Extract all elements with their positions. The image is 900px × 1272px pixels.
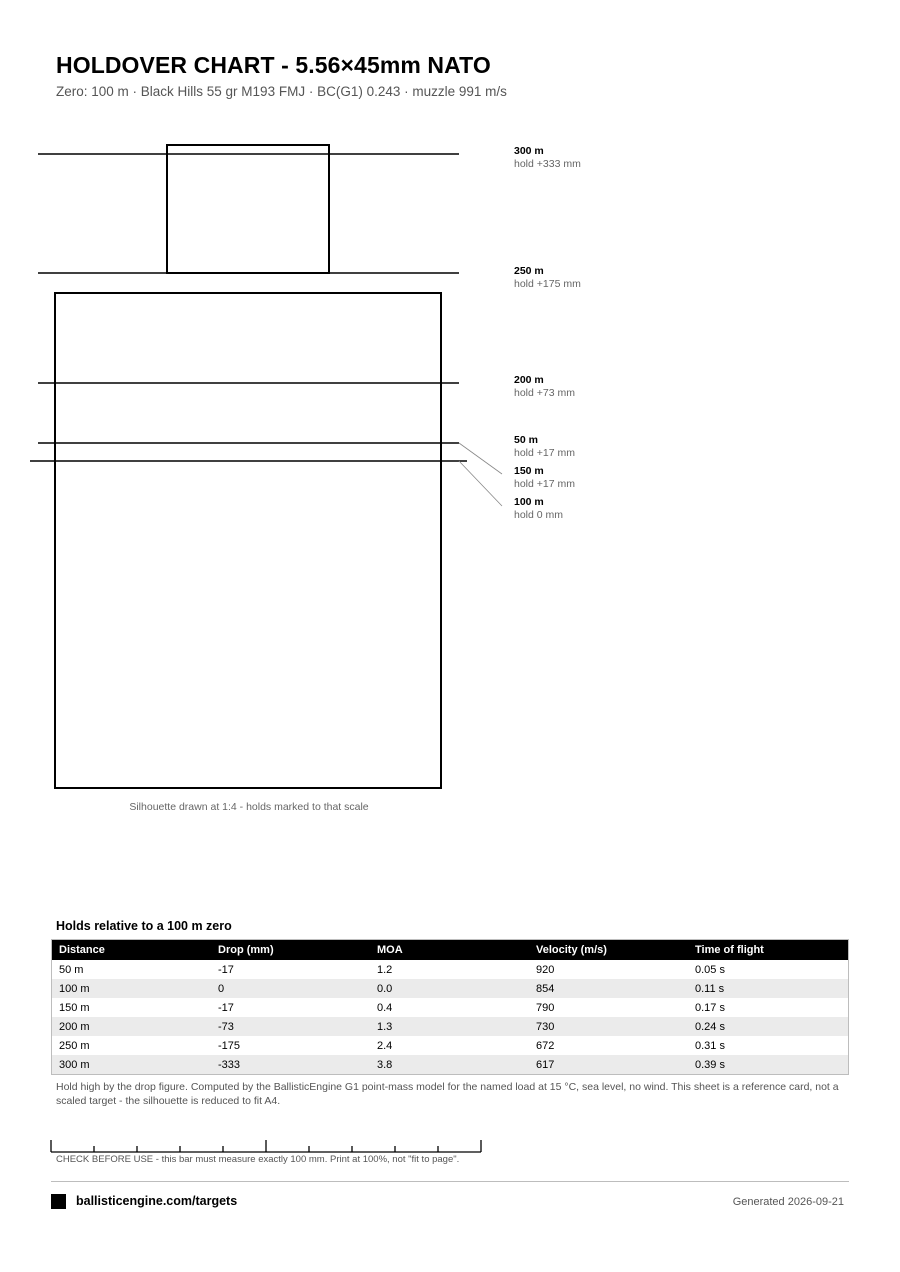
table-row	[52, 1036, 849, 1055]
hold-label-300m: 300 m hold +333 mm	[514, 145, 581, 170]
table-cell: 0.0	[370, 979, 529, 998]
footer-link[interactable]: ballisticengine.com/targets	[76, 1194, 238, 1208]
table-cell: -333	[211, 1055, 370, 1075]
table-cell: 730	[529, 1017, 688, 1036]
table-cell: 0.39 s	[688, 1055, 849, 1075]
page-title: HOLDOVER CHART - 5.56×45mm NATO	[56, 52, 491, 78]
table-cell: 1.2	[377, 963, 393, 976]
table-cell: 0.31 s	[695, 1039, 725, 1052]
table-cell: 0.05 s	[695, 963, 725, 976]
table-cell: 920	[536, 963, 555, 976]
table-cell: 100 m	[52, 979, 212, 998]
table-cell: -17	[218, 1001, 234, 1014]
table-row	[52, 1017, 849, 1036]
hold-label-100m: 100 m hold 0 mm	[514, 496, 564, 521]
table-cell: -175	[218, 1039, 241, 1052]
column-header: MOA	[370, 940, 529, 961]
explanatory-note: Hold high by the drop figure. Computed by the BallisticEngine G1 point-mass model for the named load at 15 °C, sea level, no wind. This sheet is a reference card, not a scaled target - the silhouette is reduced to fit A4.	[56, 1081, 839, 1107]
column-header: Time of flight	[688, 940, 849, 961]
leader-line-150m	[459, 443, 502, 474]
table-cell: -73	[211, 1017, 370, 1036]
table-row	[52, 998, 849, 1017]
table-cell: 0.4	[377, 1001, 393, 1014]
table-row	[52, 960, 849, 979]
table-cell: 3.8	[370, 1055, 529, 1075]
table-cell: 300 m	[52, 1055, 212, 1075]
silhouette-caption: Silhouette drawn at 1:4 - holds marked to that scale	[129, 801, 369, 813]
silhouette-head	[167, 145, 329, 273]
table-cell: 0.24 s	[688, 1017, 849, 1036]
column-header: Velocity (m/s)	[529, 940, 688, 961]
column-header: Drop (mm)	[211, 940, 370, 961]
hold-label-200m: 200 m hold +73 mm	[514, 374, 575, 399]
footer-divider	[51, 1181, 849, 1182]
table-cell: 617	[529, 1055, 688, 1075]
table-cell: 672	[536, 1039, 555, 1052]
hold-label-150m: 150 m hold +17 mm	[514, 465, 575, 490]
table-cell: 790	[536, 1001, 555, 1014]
table-cell: -17	[218, 963, 234, 976]
hold-label-50m: 50 m hold +17 mm	[514, 434, 575, 459]
holds-table	[51, 939, 849, 1075]
hold-label-250m: 250 m hold +175 mm	[514, 265, 581, 290]
table-cell: 2.4	[377, 1039, 393, 1052]
table-cell: 150 m	[59, 1001, 90, 1014]
table-cell: 250 m	[59, 1039, 90, 1052]
table-title: Holds relative to a 100 m zero	[56, 919, 232, 933]
table-cell: 0.17 s	[695, 1001, 725, 1014]
column-header: Distance	[52, 940, 212, 961]
table-row	[52, 979, 849, 998]
silhouette-torso	[55, 293, 441, 788]
table-cell: 1.3	[370, 1017, 529, 1036]
table-cell: 50 m	[59, 963, 84, 976]
table-row	[52, 1055, 849, 1075]
table-cell: 0.11 s	[688, 979, 849, 998]
table-cell: 200 m	[52, 1017, 212, 1036]
scale-bar-note: CHECK BEFORE USE - this bar must measure exactly 100 mm. Print at 100%, not "fit to page".	[56, 1154, 460, 1165]
page-subtitle: Zero: 100 m · Black Hills 55 gr M193 FMJ · BC(G1) 0.243 · muzzle 991 m/s	[56, 84, 507, 99]
leader-line-100m	[459, 461, 502, 506]
scale-bar	[48, 1136, 484, 1156]
logo-square-icon	[51, 1194, 66, 1209]
table-cell: 854	[529, 979, 688, 998]
table-header-row	[52, 940, 849, 961]
table-cell: 0	[211, 979, 370, 998]
generated-date: Generated 2026-09-21	[732, 1196, 844, 1208]
